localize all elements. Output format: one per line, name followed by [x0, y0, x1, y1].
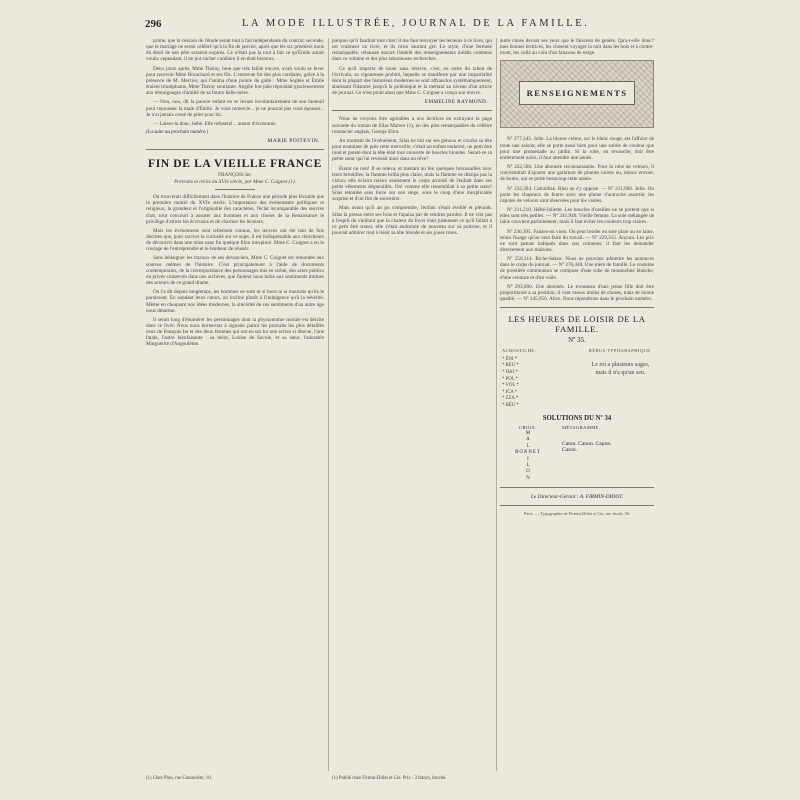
croix-line: A	[526, 437, 530, 443]
acrostiche-line: * REU *	[502, 363, 519, 369]
section-rule	[146, 149, 324, 150]
croix-line: I	[527, 456, 529, 462]
section-rule	[500, 505, 654, 506]
column-1	[146, 38, 324, 768]
acrostiche-line: * POL *	[502, 376, 519, 382]
article-paragraph: Mais les événements sont tellement connus, les œuvres ont été tant de fois décrites que, pour raviver la curiosité sur ce sujet, il est indispensable aux chercheurs de découvrir dans une mine sans fin quelque filon inexploré. Mme C. Coignet a eu le courage de l'entreprendre et le bonheur de réussir.	[146, 227, 324, 253]
acrostiche-label: ACROSTICHE.	[502, 348, 537, 354]
renseignement-item: Nº 236,395. Faisies-on vient. On peut broder en soie plate ou en laine, selon l'usage qu'on veut faire du travail. — Nº 229,315. Anyota. Les prix ne sont jamais indiqués dans nos colonnes; il faut les demander directement aux maisons.	[500, 228, 654, 253]
acrostiche-line: * ZZA *	[502, 396, 519, 402]
article-subtitle: FRANÇOIS Ier.	[218, 172, 252, 179]
column-divider-2	[496, 38, 497, 771]
column-divider-1	[328, 38, 329, 771]
loisirs-title: LES HEURES DE LOISIR DE LA FAMILLE.	[508, 314, 646, 335]
renseignements-banner	[500, 60, 654, 128]
renseignement-item: Nº 211,210. Hébé-Juliette. Les boucles d'oreilles ne se portent que si elles sont très petites. — Nº 241,940. Vieille femme. La soie mélangée de laine convient parfaitement, mais il faut éviter les couleurs trop claires.	[500, 207, 654, 226]
renseignement-item: Nº 250,314. Riche-Sakos. Nous ne pouvons admettre les annonces dans le corps du journal. — Nº 276,440. Une mère de famille. Le costume de première communion se compose d'une robe de mousseline blanche, d'une ceinture et d'un voile.	[500, 256, 654, 281]
acrostiche-line: * VOL *	[502, 383, 519, 389]
serial-paragraph: — Non, non, dit la pauvre enfant en se levant involontairement de son fauteuil pour repousser la main d'Émile. Je vous remercie... je ne pourrai pas vous épouser... Je n'ai jamais cessé de prier pour lui.	[146, 99, 324, 118]
serial-author: MARIE POITEVIN.	[267, 138, 320, 145]
metagramme-solution	[562, 425, 652, 483]
article-paragraph: Au moment de l'événement, Silas ne mit sur ses genoux et courba sa tête pour examiner de près cette merveille; c'était un enfant endormi, un petit être rond et poteté dont la tête était tout couverte de boucles blondes. Serait-ce sa petite sœur qui lui revenait ainsi dans un rêve?	[332, 137, 492, 163]
article-paragraph: On l'a dit depuis longtemps, les hommes ne sont ni si bons ni si mauvais qu'ils le paraissent. En sondant leurs cœurs, on incline plutôt à l'indulgence qu'à la sévérité. Même en choquant nos idées modernes, la sincérité de ces sentiments d'un autre âge nous désarme.	[146, 289, 324, 314]
metagramme-label: MÉTAGRAMME.	[562, 424, 601, 430]
solutions-title: SOLUTIONS DU Nº 34	[542, 414, 612, 422]
article-paragraph: Éteint ou non! Il se releva, et mettant au feu quelques broussailles avec leurs brindilles, la flamme brilla plus claire, mais la flamme ne dissipa pas la vision; elle éclaira mieux seulement le corps arrondi de l'enfant dans ses petits vêtements dégueuillés. On! comme elle ressemblait à sa petite sœur! Silas retombe sans force sur son siège, sous le coup d'une inexplicable surprise et d'un flot de souvenirs.	[332, 165, 492, 203]
article-paragraph: Il serait long d'énumérer les personnages dont la physionomie morale est décrite dans ce livre. Nous nous bornerons à signaler parmi les portraits les plus détaillés ceux de François Ier et des deux femmes qui ont eu sur lui une action si directe, l'une fatale, l'autre bienfaisante : sa mère, Louise de Savoie, et sa sœur, l'adorable Marguerite d'Angoulême.	[146, 316, 324, 348]
short-rule	[215, 189, 255, 190]
acrostiche	[502, 348, 536, 409]
loisirs-number: Nº 35.	[568, 336, 586, 345]
renseignement-item: Nº 232,394. Calomlise. Rien ne s'y oppose. — Nº 211,980. Jolie. On porte les chapeaux de feutre avec une plume d'autruche assortie; les capotes de velours sont réservées pour les visites.	[500, 185, 654, 204]
serial-paragraph: prime, que la cession de l'étude serait tout à fait indépendante du contrat; seconde, que le mariage ne serait célébré qu'à la fin de janvier, après que les six premiers mois du deuil de son père seraient expirés. Ce n'était pas la tout à fait ce qu'Émile aurait voulu; cependant, il ne put cacher combien il en était heureux.	[146, 38, 324, 63]
column-3	[500, 38, 654, 768]
serial-paragraph: Deux jours après, Mme Théray, bien que très faible encore, avait voulu se lever pour recevoir Mme Brouchard et ses fils. L'entrevue fut des plus cordiales, grâce à la présence de M. Mercier, qui l'anima d'une pointe de gaîté : Mme Sophie et Émile étaient triomphants, Mme Théray souriante. Angèle fort pâle répondait gracieusement aux témoignages d'amitié de sa future belle-mère.	[146, 65, 324, 97]
page-number: 296	[145, 18, 162, 30]
printer-line: Paris. — Typographie de Firmin-Didot et Cie, rue Jacob, 56.	[523, 511, 631, 517]
croix-line: L	[526, 443, 530, 449]
metagramme-line: Caron.	[562, 447, 578, 454]
banner-frame	[519, 81, 635, 105]
rebus-label: RÉBUS TYPOGRAPHIQUE.	[588, 348, 652, 354]
article-title: FIN DE LA VIEILLE FRANCE	[148, 157, 322, 171]
croix-solution	[502, 425, 554, 483]
footnote-col2: (1) Publié chez Firmin-Didot et Cie. Prix : 3 francs, broché.	[332, 776, 447, 781]
puzzles	[502, 348, 652, 409]
article-paragraph: Sans dédaigner les travaux de ses devanciers, Mme C. Coignet est remontée aux sources mêmes de l'histoire. C'est principalement à l'aide de documents contemporains, de la correspondance des personnages mis en scène, des actes publics ou privés conservés dans nos archives, que l'auteur nous initie aux sentiments intimes des acteurs de ce grand drame.	[146, 255, 324, 287]
banner-title: RENSEIGNEMENTS	[526, 88, 628, 99]
croix-line: N	[526, 475, 530, 481]
croix-line: M	[525, 430, 531, 436]
article-paragraph: Nous ne croyons être agréables à nos lectrices en extrayant la page suivante du roman de Silas Marner (1), un des plus remarquables du célèbre romancier anglais, George Eliot.	[332, 116, 492, 135]
article-paragraph: Ce qu'il importe de louer sans réserve, c'est, en outre du talent de l'écrivain, sa vigoureuse probité, laquelle se manifeste par une impartialité dont la plupart des historiens modernes se sont affranchis systématiquement, abaissant l'histoire jusqu'à la polémique et la mettant au niveau d'un article de journal. Ce n'est point ainsi que Mme C. Coignet a conçu son œuvre.	[332, 65, 492, 97]
renseignement-item: Nº 222,580. Une abonnée reconnaissante. Pour la robe de velours, il conviendrait d'ajouter une garniture de plumes noires ou, mieux encore, de loutre, qui se porte beaucoup cette année.	[500, 164, 654, 183]
acrostiche-line: * ÉNI *	[502, 356, 518, 362]
croix-line: BONNET	[515, 450, 541, 456]
article-paragraph: parquoi qu'il faudrait tout citer; il me faut renvoyer les lecteurs à ce livre, qui est vraiment un livre, et ils m'en sauront gré. Le style, d'une fermeté remarquable, rehausse encore l'intérêt des renseignements inédits contenus dans ce volume et des plus laborieuses recherches.	[332, 38, 492, 63]
article-source: Portraits et récits du XVIe siècle, par Mme C. Coignet (1).	[174, 179, 296, 186]
metagramme-line: Caton. Canon. Capon.	[562, 440, 612, 447]
directeur-gerant: Le Directeur-Gérant : A. FIRMIN-DIDOT.	[530, 494, 624, 501]
journal-title: LA MODE ILLUSTRÉE, JOURNAL DE LA FAMILLE.	[242, 18, 590, 29]
article-signature: EMMELINE RAYMOND.	[424, 99, 488, 106]
croix-line: O	[526, 469, 530, 475]
footnote-col1: (1) Chez Plon, rue Garancière, 10.	[146, 776, 212, 781]
article-paragraph: On trouverait difficilement dans l'histoire de France une période plus féconde que la première moitié du XVIe siècle. L'importance des événements politiques et religieux, la grandeur et l'originalité des caractères, l'éclat incomparable des œuvres d'art, tout concourt à assurer aux hommes et aux choses de la Renaissance le privilège d'attirer les écrivains et de charmer les lecteurs.	[146, 194, 324, 225]
running-header	[0, 18, 800, 34]
column-2	[332, 38, 492, 768]
column-intro: autre chose devant ses yeux que le faisceau de genêts. Qu'a-t-elle donc? mes bonnes lectrices, les chosent voyager la nuit dans les bois et à contre-mont, les voilà au coin d'un faisceau de neige.	[500, 38, 654, 57]
to-be-continued: (La suite au prochain numéro.)	[146, 130, 209, 136]
croix-label: CROIX.	[519, 424, 537, 430]
acrostiche-line: * ICA *	[502, 389, 518, 395]
section-rule	[332, 110, 492, 111]
section-rule	[500, 307, 654, 308]
renseignement-item: Nº 293,000. Une abonnée. Le trousseau d'une jeune fille doit être proportionné à sa position; il vaut mieux moins de choses, mais de bonne qualité. — Nº 245,950. Alice. Nous répondrons dans le prochain numéro.	[500, 283, 654, 303]
renseignement-item: Nº 277,343. Jolie. La blouse crème, sur le blanc rouge, est l'affaire de toute une saison; elle se porte aussi bien pour une soirée de couleur que pour une promenade au jardin. Si la robe, en revanche, doit être entièrement noire, il faut attendre une année.	[500, 136, 654, 161]
acrostiche-line: * BÈU *	[502, 402, 519, 408]
rebus	[589, 348, 652, 409]
rebus-line: mais il n'a qu'un seu.	[595, 369, 646, 376]
section-rule	[500, 487, 654, 488]
croix-line: L	[526, 463, 530, 468]
solutions	[502, 425, 652, 483]
rebus-line: Le roi a plusieurs sages,	[591, 361, 650, 368]
article-paragraph: Mais avant qu'il ait pu comprendre, l'enfant s'était éveillé et pleurait. Silas la pressa entre ses bras et l'apaisa par de tendres paroles. Il ne vint pas à l'esprit du vieillard que la chaleur du foyer était justement ce qu'il fallait à ce petit être transi; elle s'était endormie de nouveau sur sa poitrine, et il pouvait admirer tout à loisir sa tête blonde et ses joues roses.	[332, 205, 492, 237]
acrostiche-line: * HAI *	[502, 370, 518, 375]
serial-paragraph: — Laisse-la donc, bébé. Elle refusera!... autant d'économie.	[153, 120, 277, 127]
